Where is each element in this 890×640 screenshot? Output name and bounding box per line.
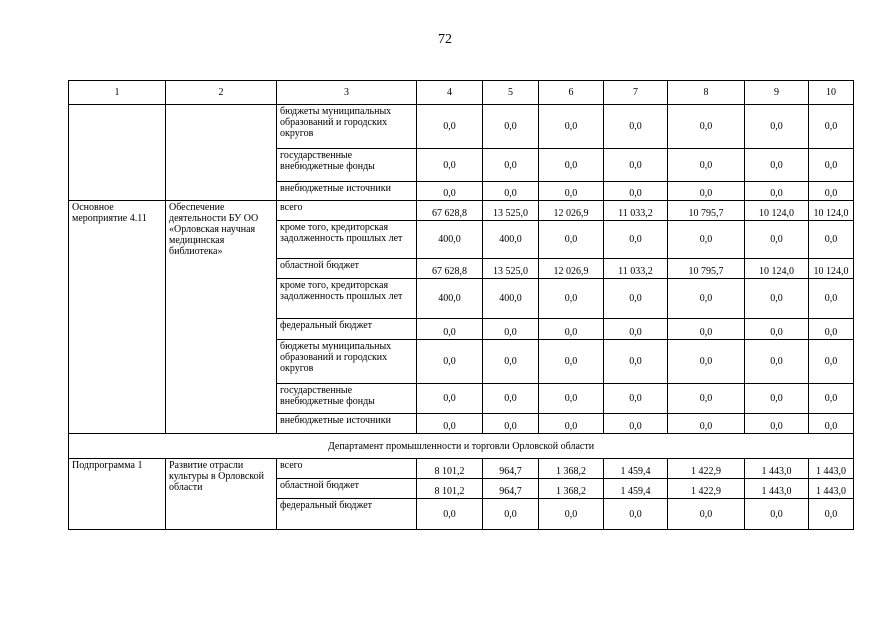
value-cell: 11 033,2 [604, 201, 668, 221]
funding-source-cell: областной бюджет [277, 259, 417, 279]
funding-source-cell: бюджеты муниципальных образований и городских округов [277, 340, 417, 384]
value-cell: 0,0 [539, 499, 604, 530]
subprogram-title-cell: Развитие отрасли культуры в Орловской области [166, 459, 277, 530]
value-cell: 400,0 [417, 221, 483, 259]
value-cell: 11 033,2 [604, 259, 668, 279]
value-cell: 0,0 [809, 340, 854, 384]
header-cell: 7 [604, 81, 668, 105]
value-cell: 0,0 [417, 182, 483, 201]
value-cell: 0,0 [483, 340, 539, 384]
value-cell: 67 628,8 [417, 259, 483, 279]
value-cell: 13 525,0 [483, 201, 539, 221]
header-cell: 10 [809, 81, 854, 105]
value-cell: 0,0 [745, 149, 809, 182]
value-cell: 1 459,4 [604, 479, 668, 499]
table-row [69, 201, 854, 221]
funding-source-cell: федеральный бюджет [277, 319, 417, 340]
value-cell: 0,0 [668, 499, 745, 530]
value-cell: 0,0 [809, 105, 854, 149]
value-cell: 0,0 [745, 319, 809, 340]
value-cell: 0,0 [809, 149, 854, 182]
funding-source-cell: всего [277, 459, 417, 479]
funding-source-cell: государственные внебюджетные фонды [277, 149, 417, 182]
value-cell: 0,0 [604, 384, 668, 414]
value-cell: 12 026,9 [539, 259, 604, 279]
value-cell: 0,0 [604, 499, 668, 530]
value-cell: 0,0 [604, 149, 668, 182]
value-cell: 0,0 [417, 319, 483, 340]
header-cell: 2 [166, 81, 277, 105]
value-cell: 0,0 [668, 340, 745, 384]
value-cell: 400,0 [417, 279, 483, 319]
value-cell: 0,0 [483, 319, 539, 340]
header-row [69, 81, 854, 105]
value-cell: 0,0 [604, 414, 668, 434]
value-cell: 0,0 [604, 340, 668, 384]
funding-source-cell: государственные внебюджетные фонды [277, 384, 417, 414]
value-cell: 0,0 [809, 221, 854, 259]
value-cell: 400,0 [483, 221, 539, 259]
value-cell: 0,0 [483, 384, 539, 414]
funding-source-cell: кроме того, кредиторская задолженность прошлых лет [277, 221, 417, 259]
value-cell: 1 443,0 [745, 479, 809, 499]
value-cell: 12 026,9 [539, 201, 604, 221]
page-number: 72 [438, 32, 452, 47]
value-cell: 964,7 [483, 459, 539, 479]
value-cell: 10 124,0 [745, 201, 809, 221]
header-cell: 6 [539, 81, 604, 105]
value-cell: 0,0 [809, 499, 854, 530]
value-cell: 0,0 [809, 384, 854, 414]
value-cell: 0,0 [809, 182, 854, 201]
value-cell: 1 459,4 [604, 459, 668, 479]
event-number-cell: Основное мероприятие 4.11 [69, 201, 166, 434]
value-cell: 0,0 [539, 384, 604, 414]
value-cell: 0,0 [809, 279, 854, 319]
empty-cell [69, 105, 166, 201]
value-cell: 0,0 [604, 221, 668, 259]
value-cell: 10 124,0 [809, 201, 854, 221]
value-cell: 10 795,7 [668, 259, 745, 279]
value-cell: 1 368,2 [539, 459, 604, 479]
value-cell: 0,0 [417, 414, 483, 434]
value-cell: 0,0 [539, 105, 604, 149]
value-cell: 0,0 [539, 319, 604, 340]
value-cell: 0,0 [809, 319, 854, 340]
value-cell: 10 795,7 [668, 201, 745, 221]
value-cell: 0,0 [668, 105, 745, 149]
value-cell: 0,0 [539, 149, 604, 182]
value-cell: 0,0 [539, 414, 604, 434]
subprogram-number-cell: Подпрограмма 1 [69, 459, 166, 530]
table-row [69, 459, 854, 479]
value-cell: 0,0 [668, 414, 745, 434]
funding-source-cell: внебюджетные источники [277, 414, 417, 434]
value-cell: 0,0 [604, 279, 668, 319]
value-cell: 0,0 [809, 414, 854, 434]
funding-source-cell: областной бюджет [277, 479, 417, 499]
value-cell: 0,0 [417, 149, 483, 182]
value-cell: 0,0 [417, 384, 483, 414]
value-cell: 0,0 [483, 105, 539, 149]
empty-cell [166, 105, 277, 201]
value-cell: 0,0 [539, 340, 604, 384]
value-cell: 0,0 [745, 279, 809, 319]
header-cell: 5 [483, 81, 539, 105]
value-cell: 0,0 [668, 182, 745, 201]
value-cell: 8 101,2 [417, 479, 483, 499]
value-cell: 10 124,0 [745, 259, 809, 279]
value-cell: 0,0 [539, 279, 604, 319]
funding-source-cell: бюджеты муниципальных образований и городских округов [277, 105, 417, 149]
value-cell: 0,0 [483, 182, 539, 201]
value-cell: 0,0 [745, 221, 809, 259]
value-cell: 0,0 [417, 340, 483, 384]
funding-source-cell: кроме того, кредиторская задолженность прошлых лет [277, 279, 417, 319]
value-cell: 13 525,0 [483, 259, 539, 279]
value-cell: 0,0 [745, 414, 809, 434]
event-title-cell: Обеспечение деятельности БУ ОО «Орловская научная медицинская библиотека» [166, 201, 277, 434]
department-title: Департамент промышленности и торговли Орловской области [69, 434, 854, 459]
value-cell: 0,0 [668, 384, 745, 414]
value-cell: 1 443,0 [809, 479, 854, 499]
value-cell: 0,0 [668, 319, 745, 340]
department-row [69, 434, 854, 459]
table-row [69, 105, 854, 149]
value-cell: 10 124,0 [809, 259, 854, 279]
value-cell: 0,0 [668, 149, 745, 182]
value-cell: 964,7 [483, 479, 539, 499]
budget-table [68, 80, 854, 530]
value-cell: 400,0 [483, 279, 539, 319]
value-cell: 67 628,8 [417, 201, 483, 221]
value-cell: 1 443,0 [809, 459, 854, 479]
value-cell: 0,0 [745, 499, 809, 530]
header-cell: 4 [417, 81, 483, 105]
value-cell: 1 443,0 [745, 459, 809, 479]
header-cell: 9 [745, 81, 809, 105]
value-cell: 0,0 [668, 279, 745, 319]
value-cell: 0,0 [483, 499, 539, 530]
value-cell: 0,0 [668, 221, 745, 259]
header-cell: 3 [277, 81, 417, 105]
value-cell: 0,0 [745, 384, 809, 414]
value-cell: 0,0 [604, 319, 668, 340]
value-cell: 0,0 [604, 182, 668, 201]
value-cell: 0,0 [745, 340, 809, 384]
value-cell: 0,0 [417, 105, 483, 149]
value-cell: 0,0 [745, 105, 809, 149]
value-cell: 0,0 [745, 182, 809, 201]
value-cell: 0,0 [604, 105, 668, 149]
header-cell: 1 [69, 81, 166, 105]
value-cell: 1 422,9 [668, 479, 745, 499]
value-cell: 0,0 [483, 414, 539, 434]
funding-source-cell: всего [277, 201, 417, 221]
value-cell: 0,0 [539, 182, 604, 201]
header-cell: 8 [668, 81, 745, 105]
value-cell: 0,0 [417, 499, 483, 530]
value-cell: 1 368,2 [539, 479, 604, 499]
value-cell: 1 422,9 [668, 459, 745, 479]
value-cell: 0,0 [539, 221, 604, 259]
value-cell: 0,0 [483, 149, 539, 182]
value-cell: 8 101,2 [417, 459, 483, 479]
funding-source-cell: внебюджетные источники [277, 182, 417, 201]
funding-source-cell: федеральный бюджет [277, 499, 417, 530]
